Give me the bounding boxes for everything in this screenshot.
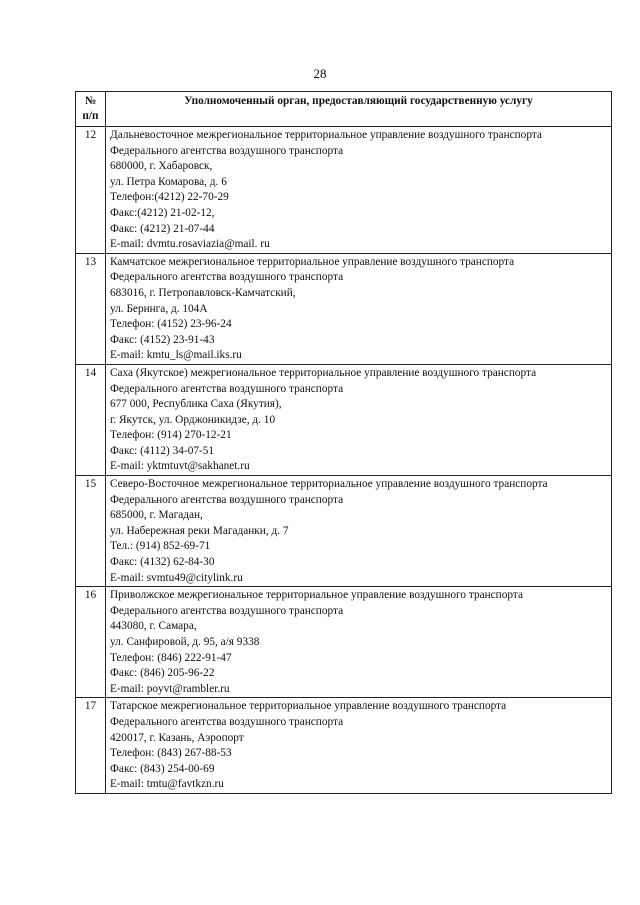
address-line: ул. Петра Комарова, д. 6 [110,175,227,188]
phone-line: Телефон: (846) 222-91-47 [110,651,232,664]
email-line: E-mail: kmtu_ls@mail.iks.ru [110,349,242,362]
phone-line: Тел.: (914) 852-69-71 [110,540,211,553]
authority-details [106,698,612,794]
address-line: ул. Санфировой, д. 95, а/я 9338 [110,636,260,648]
fax-line: Факс: (4132) 62-84-30 [110,556,215,569]
address-line: 685000, г. Магадан, [110,509,203,522]
authority-name: Татарское межрегиональное территориальное управление воздушного транспорта [110,700,507,713]
authority-details [106,476,612,587]
email-line: E-mail: tmtu@favtkzn.ru [110,778,224,791]
parent-agency: Федерального агентства воздушного транспорта [110,604,344,617]
row-number: 12 [76,127,106,254]
address-line: 420017, г. Казань, Аэропорт [110,731,244,744]
row-number: 13 [76,253,106,364]
address-line: 677 000, Республика Саха (Якутия), [110,398,282,411]
address-line: 680000, г. Хабаровск, [110,160,213,173]
header-number-abbr: п/п [82,110,99,122]
row-number: 16 [76,587,106,698]
table-body [76,127,612,794]
fax-line: Факс: (843) 254-00-69 [110,762,215,775]
parent-agency: Федерального агентства воздушного транспорта [110,382,344,395]
authority-name: Саха (Якутское) межрегиональное территориальное управление воздушного транспорта [110,366,537,379]
address-line: 443080, г. Самара, [110,620,197,633]
page-number: 28 [313,66,327,81]
address-line: ул. Набережная реки Магаданки, д. 7 [110,524,289,537]
fax-line: Факс: (4212) 21-07-44 [110,222,215,235]
address-line: 683016, г. Петропавловск-Камчатский, [110,286,296,299]
parent-agency: Федерального агентства воздушного транспорта [110,144,344,157]
authority-name: Северо-Восточное межрегиональное территориальное управление воздушного транспорта [110,478,548,491]
email-line: E-mail: yktmtuvt@sakhanet.ru [110,460,250,473]
row-number: 14 [76,364,106,475]
email-line: E-mail: svmtu49@citylink.ru [110,571,243,584]
header-number-sign: № [84,95,97,107]
authority-name: Дальневосточное межрегиональное территориальное управление воздушного транспорта [110,129,542,141]
authority-details [106,364,612,475]
email-line: E-mail: poyvt@rambler.ru [110,682,230,695]
address-line: г. Якутск, ул. Орджоникидзе, д. 10 [110,413,276,426]
table-header-row [76,92,612,127]
row-number: 15 [76,476,106,587]
fax-line: Факс: (4112) 34-07-51 [110,444,215,457]
fax-line: Факс: (846) 205-96-22 [110,667,215,680]
address-line: ул. Беринга, д. 104А [110,302,208,315]
table-row [76,253,612,364]
table-row [76,587,612,698]
phone-line: Телефон: (914) 270-12-21 [110,429,232,442]
authority-name: Камчатское межрегиональное территориальное управление воздушного транспорта [110,255,515,268]
email-line: E-mail: dvmtu.rosaviazia@mail. ru [110,238,270,251]
table-row [76,364,612,475]
parent-agency: Федерального агентства воздушного транспорта [110,493,344,506]
fax-line: Факс:(4212) 21-02-12, [110,206,215,219]
authorities-table [75,91,612,794]
row-number: 17 [76,698,106,794]
table-row [76,476,612,587]
fax-line: Факс: (4152) 23-91-43 [110,333,215,346]
parent-agency: Федерального агентства воздушного транспорта [110,715,344,728]
authority-details [106,127,612,254]
phone-line: Телефон: (4152) 23-96-24 [110,318,232,331]
phone-line: Телефон: (843) 267-88-53 [110,747,232,760]
table-row [76,127,612,254]
authority-details [106,253,612,364]
header-authority: Уполномоченный орган, предоставляющий государственную услугу [106,92,612,127]
header-number-cell [76,92,106,127]
authority-details [106,587,612,698]
phone-line: Телефон:(4212) 22-70-29 [110,191,229,204]
table-row [76,698,612,794]
authority-name: Приволжское межрегиональное территориальное управление воздушного транспорта [110,589,523,602]
parent-agency: Федерального агентства воздушного транспорта [110,271,344,284]
